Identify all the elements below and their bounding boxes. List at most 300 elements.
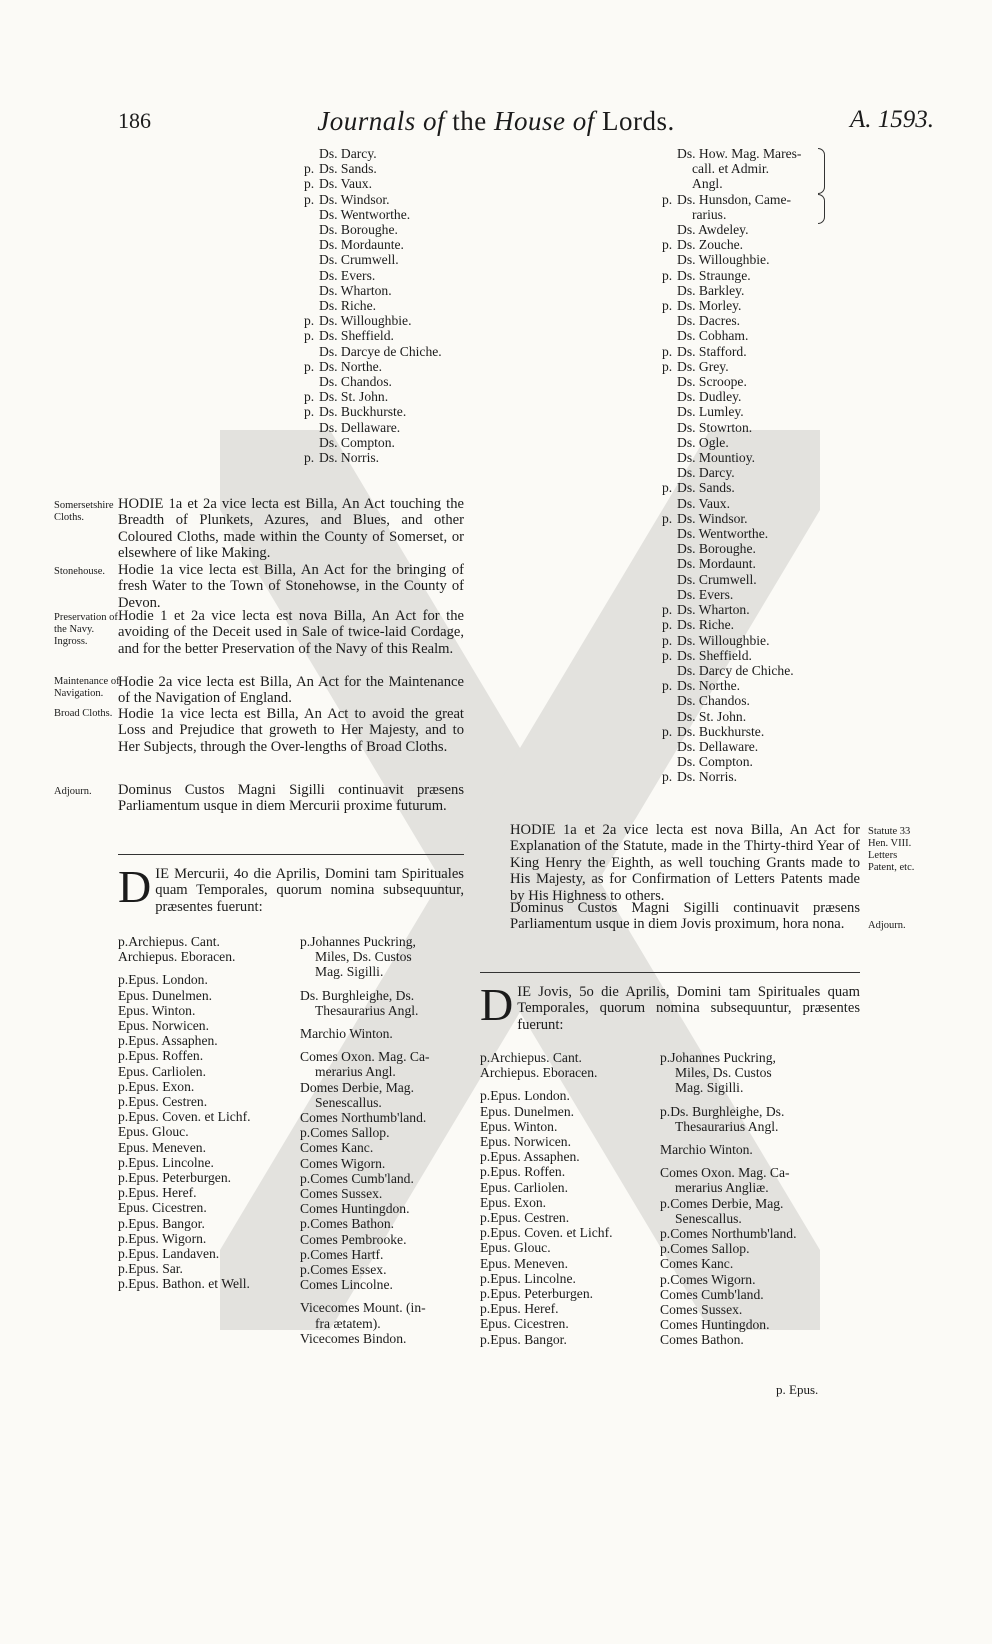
lord-entry <box>304 222 474 237</box>
lord-entry <box>300 1095 470 1110</box>
present-mark: p. <box>662 510 673 526</box>
present-mark: p. <box>660 1241 671 1257</box>
present-mark: p. <box>662 358 673 374</box>
present-mark: p. <box>480 1149 491 1165</box>
present-mark: p. <box>118 1033 129 1049</box>
present-mark: p. <box>118 1109 129 1125</box>
lord-name: Epus. Winton. <box>480 1118 558 1134</box>
lord-name: Johannes Puckring, <box>670 1050 776 1065</box>
lord-name: Epus. Lincolne. <box>128 1154 214 1170</box>
lord-name: Comes Essex. <box>310 1262 387 1278</box>
lord-name: Ds. Wharton. <box>677 602 750 618</box>
lords-list-top-right <box>662 146 862 785</box>
lord-name: Archiepus. Cant. <box>128 934 220 949</box>
lord-name: Marchio Winton. <box>300 1026 393 1042</box>
brace <box>818 194 825 224</box>
lord-entry <box>480 1316 660 1331</box>
lord-entry <box>118 1109 298 1124</box>
lord-entry <box>300 1186 470 1201</box>
lord-name: Mag. Sigilli. <box>315 964 384 980</box>
lord-entry <box>118 1200 298 1215</box>
lord-entry <box>304 146 474 161</box>
lord-entry <box>662 161 862 176</box>
lord-entry <box>662 222 862 237</box>
lord-entry <box>662 192 862 207</box>
lord-name: Epus. Coven. et Lichf. <box>490 1225 613 1241</box>
lord-name: Ds. Burghleighe, Ds. <box>300 987 415 1003</box>
lord-name: Ds. Dellaware. <box>319 419 401 435</box>
present-mark: p. <box>118 934 129 949</box>
lord-name: Ds. Mordaunte. <box>319 237 404 253</box>
present-mark: p. <box>300 1216 311 1232</box>
lord-name: Ds. Barkley. <box>677 282 745 298</box>
lord-entry <box>662 480 862 495</box>
lord-entry <box>662 313 862 328</box>
present-mark: p. <box>118 1048 129 1064</box>
lord-entry <box>118 1185 298 1200</box>
lord-name: Ds. Boroughe. <box>319 222 398 238</box>
lord-entry <box>480 1104 660 1119</box>
entry-broad-cloths: Hodie 1a vice lecta est Billa, An Act to avoid the great Loss and Prejudice that groweth to Her Majesty, and to Her Subjects, through the Over-lengths of Broad Cloths. <box>118 706 464 755</box>
lord-entry <box>300 949 470 964</box>
lord-name: Ds. Riche. <box>677 617 735 633</box>
margin-note: Statute 33 Hen. VIII. Letters Patent, etc. <box>868 826 915 873</box>
lord-entry <box>480 1256 660 1271</box>
session-thu-col1 <box>480 1050 660 1347</box>
session-wednesday-intro <box>118 861 464 915</box>
lord-name: Epus. Wigorn. <box>128 1230 207 1246</box>
present-mark: p. <box>662 298 673 314</box>
present-mark: p. <box>660 1271 671 1287</box>
lord-name: fra ætatem). <box>315 1315 381 1331</box>
lord-entry <box>660 1065 860 1080</box>
lord-entry <box>118 934 298 949</box>
margin-note: Adjourn. <box>54 786 92 797</box>
lord-name: Epus. Assaphen. <box>490 1149 580 1165</box>
session-wed-col1 <box>118 934 298 1292</box>
lord-name: Ds. Darcy. <box>677 465 735 481</box>
lord-name: Epus. Heref. <box>490 1301 559 1317</box>
lord-name: Ds. Willoughbie. <box>319 313 412 329</box>
present-mark: p. <box>304 358 315 374</box>
lord-entry <box>662 587 862 602</box>
lord-name: Comes Oxon. Mag. Ca- <box>660 1165 790 1181</box>
session-thursday-intro <box>480 979 860 1033</box>
lord-name: Ds. Stafford. <box>677 343 747 359</box>
lord-entry <box>300 1331 470 1346</box>
lord-name: Epus. Peterburgen. <box>490 1286 594 1302</box>
lord-entry <box>300 1125 470 1140</box>
lord-name: Comes Cumb'land. <box>660 1286 764 1302</box>
present-mark: p. <box>662 647 673 663</box>
lord-entry <box>662 344 862 359</box>
lord-name: Epus. Norwicen. <box>480 1134 571 1150</box>
lord-name: Epus. Dunelmen. <box>480 1103 575 1119</box>
lord-name: Ds. Stowrton. <box>677 419 753 435</box>
lord-name: Ds. Willoughbie. <box>677 632 770 648</box>
present-mark: p. <box>304 328 315 344</box>
lord-name: Ds. Mordaunt. <box>677 556 756 572</box>
session-thu-col2 <box>660 1050 860 1348</box>
present-mark: p. <box>118 1154 129 1170</box>
lord-entry <box>660 1157 860 1165</box>
lord-entry <box>480 1119 660 1134</box>
lord-name: Johannes Puckring, <box>310 934 416 949</box>
lord-entry <box>480 1065 660 1080</box>
lord-entry <box>662 769 862 784</box>
present-mark: p. <box>300 934 311 949</box>
present-mark: p. <box>660 1195 671 1211</box>
lord-name: Comes Hartf. <box>310 1246 384 1262</box>
lord-name: Epus. Coven. et Lichf. <box>128 1109 251 1125</box>
lord-name: merarius Angl. <box>315 1064 396 1080</box>
lord-entry <box>662 724 862 739</box>
lord-entry <box>118 1079 298 1094</box>
present-mark: p. <box>660 1050 671 1065</box>
entry-statute: HODIE 1a et 2a vice lecta est nova Billa, An Act for Explanation of the Statute, made in the Thirty-third Year of King Henry the Eighth, as well touching Grants made to His Majesty, as for Confirmation of Letters Patents made by His Highness to others. <box>510 822 860 904</box>
lord-entry <box>300 1026 470 1041</box>
lord-name: Senescallus. <box>315 1094 382 1110</box>
lord-name: Epus. Bangor. <box>128 1215 205 1231</box>
lord-name: Senescallus. <box>675 1210 742 1226</box>
lord-name: Ds. Straunge. <box>677 267 751 283</box>
entry-adjourn: Dominus Custos Magni Sigilli continuavit præsens Parliamentum usque in diem Mercurii proxime futurum. <box>118 782 464 815</box>
lord-name: Epus. Winton. <box>118 1002 196 1018</box>
lord-entry <box>480 1225 660 1240</box>
lord-entry <box>118 1124 298 1139</box>
lord-entry <box>118 1064 298 1079</box>
lord-name: Comes Sussex. <box>660 1302 743 1318</box>
lord-entry <box>662 374 862 389</box>
lord-name: Ds. Buckhurste. <box>319 404 407 420</box>
divider <box>480 972 860 973</box>
lord-entry <box>660 1272 860 1287</box>
lord-name: Ds. Awdeley. <box>677 222 749 238</box>
present-mark: p. <box>118 1276 129 1292</box>
lord-entry <box>662 678 862 693</box>
lord-entry <box>300 1049 470 1064</box>
lord-entry <box>480 1149 660 1164</box>
lord-name: Ds. Chandos. <box>677 693 750 709</box>
session-intro-text: IE Mercurii, 4o die Aprilis, Domini tam Spirituales quam Temporales, quorum nomina subsequuntur, præsentes fuerunt: <box>155 866 464 915</box>
lord-entry <box>300 1292 470 1300</box>
lord-name: Angl. <box>692 176 723 192</box>
lord-name: Ds. Evers. <box>319 267 376 283</box>
lord-name: Ds. Crumwell. <box>319 252 399 268</box>
present-mark: p. <box>300 1125 311 1141</box>
lord-entry <box>304 359 474 374</box>
lord-entry <box>118 1048 298 1063</box>
lord-name: Comes Huntingdon. <box>300 1201 410 1217</box>
lord-name: Ds. Sands. <box>677 480 735 496</box>
lord-name: Ds. How. Mag. Mares- <box>677 146 802 161</box>
lord-entry <box>480 1332 660 1347</box>
lord-entry <box>300 1300 470 1315</box>
present-mark: p. <box>662 632 673 648</box>
margin-note: Maintenance of Navigation. <box>54 676 120 699</box>
lord-name: Ds. Norris. <box>677 769 738 785</box>
lord-name: Comes Sallop. <box>670 1241 750 1257</box>
drop-cap: D <box>480 979 514 1030</box>
lord-name: Comes Lincolne. <box>300 1277 393 1293</box>
present-mark: p. <box>662 267 673 283</box>
lord-entry <box>660 1317 860 1332</box>
present-mark: p. <box>662 237 673 253</box>
present-mark: p. <box>662 617 673 633</box>
lord-name: Domes Derbie, Mag. <box>300 1079 415 1095</box>
lord-entry <box>300 1156 470 1171</box>
lord-entry <box>662 496 862 511</box>
lord-name: Epus. Exon. <box>128 1078 195 1094</box>
lord-name: Ds. Sands. <box>319 161 377 177</box>
lord-entry <box>300 980 470 988</box>
lord-entry <box>662 404 862 419</box>
lord-name: Ds. Windsor. <box>677 510 748 526</box>
lord-entry <box>660 1080 860 1095</box>
lord-name: Comes Sussex. <box>300 1186 383 1202</box>
lord-entry <box>118 1216 298 1231</box>
lord-name: Archiepus. Eboracen. <box>118 949 236 965</box>
lord-name: Epus. Dunelmen. <box>118 987 213 1003</box>
margin-note: Broad Cloths. <box>54 708 113 719</box>
lord-name: Ds. Mountioy. <box>677 450 756 466</box>
lords-list-top-left <box>304 146 474 465</box>
present-mark: p. <box>118 1094 129 1110</box>
present-mark: p. <box>300 1262 311 1278</box>
present-mark: p. <box>304 176 315 192</box>
present-mark: p. <box>300 1170 311 1186</box>
present-mark: p. <box>304 450 315 466</box>
lord-name: Epus. Cestren. <box>490 1210 570 1226</box>
lord-entry <box>660 1256 860 1271</box>
lord-entry <box>480 1134 660 1149</box>
lord-entry <box>480 1286 660 1301</box>
brace <box>818 148 825 194</box>
drop-cap: D <box>118 861 152 912</box>
present-mark: p. <box>660 1226 671 1242</box>
lord-entry <box>304 435 474 450</box>
lord-entry <box>660 1134 860 1142</box>
lord-entry <box>300 1277 470 1292</box>
title-word: of <box>572 106 595 136</box>
lord-name: Comes Bathon. <box>660 1332 744 1348</box>
lord-entry <box>118 949 298 964</box>
present-mark: p. <box>662 723 673 739</box>
lord-entry <box>662 298 862 313</box>
lord-entry <box>304 313 474 328</box>
present-mark: p. <box>480 1088 491 1104</box>
lord-entry <box>662 450 862 465</box>
lord-entry <box>660 1104 860 1119</box>
present-mark: p. <box>480 1225 491 1241</box>
lord-entry <box>300 934 470 949</box>
lord-entry <box>662 252 862 267</box>
lord-entry <box>662 739 862 754</box>
present-mark: p. <box>304 404 315 420</box>
lord-entry <box>300 1201 470 1216</box>
lord-name: Ds. Vaux. <box>677 495 730 511</box>
lord-entry <box>300 1140 470 1155</box>
lord-entry <box>304 176 474 191</box>
lord-entry <box>662 556 862 571</box>
present-mark: p. <box>662 480 673 496</box>
lord-name: Ds. Wentworthe. <box>319 206 411 222</box>
lord-entry <box>662 237 862 252</box>
lord-entry <box>660 1165 860 1180</box>
lord-name: Ds. Compton. <box>677 754 753 770</box>
lord-name: Archiepus. Eboracen. <box>480 1065 598 1081</box>
lord-entry <box>118 964 298 972</box>
present-mark: p. <box>300 1246 311 1262</box>
lord-name: Miles, Ds. Custos <box>675 1065 772 1081</box>
lord-entry <box>300 1316 470 1331</box>
lord-entry <box>662 526 862 541</box>
present-mark: p. <box>480 1301 491 1317</box>
lord-entry <box>662 268 862 283</box>
lord-entry <box>662 328 862 343</box>
margin-note: Somersetshire Cloths. <box>54 500 114 523</box>
lord-name: Epus. Cestren. <box>128 1094 208 1110</box>
lord-name: Epus. Heref. <box>128 1185 197 1201</box>
lord-name: Ds. Scroope. <box>677 374 747 390</box>
lord-name: Ds. Darcye de Chiche. <box>319 343 442 359</box>
lord-entry <box>662 176 862 191</box>
lord-name: Ds. Lumley. <box>677 404 744 420</box>
lord-entry <box>660 1180 860 1195</box>
title-word: the <box>452 106 487 136</box>
lord-entry <box>660 1226 860 1241</box>
entry-navigation: Hodie 2a vice lecta est Billa, An Act for the Maintenance of the Navigation of England. <box>118 674 464 707</box>
lord-name: Ds. Sheffield. <box>677 647 752 663</box>
lord-entry <box>304 328 474 343</box>
lord-entry <box>300 1064 470 1079</box>
lord-name: Comes Northumb'land. <box>670 1226 797 1242</box>
margin-note: Stonehouse. <box>54 566 106 577</box>
lord-entry <box>118 1276 298 1291</box>
lord-entry <box>662 648 862 663</box>
lord-entry <box>660 1241 860 1256</box>
lord-name: Ds. Darcy de Chiche. <box>677 662 794 678</box>
lord-entry <box>304 374 474 389</box>
lord-entry <box>662 572 862 587</box>
lord-entry <box>300 1080 470 1095</box>
lord-entry <box>480 1210 660 1225</box>
lord-name: Comes Sallop. <box>310 1125 390 1141</box>
lord-entry <box>480 1088 660 1103</box>
present-mark: p. <box>480 1164 491 1180</box>
title-word: of <box>422 106 445 136</box>
lord-name: Comes Kanc. <box>660 1256 734 1272</box>
lord-name: Epus. Meneven. <box>118 1139 206 1155</box>
lord-entry <box>304 268 474 283</box>
present-mark: p. <box>118 1078 129 1094</box>
lord-entry <box>662 465 862 480</box>
lord-entry <box>662 602 862 617</box>
lord-entry <box>118 1170 298 1185</box>
lord-entry <box>118 1003 298 1018</box>
lord-name: Marchio Winton. <box>660 1142 753 1158</box>
lord-entry <box>304 344 474 359</box>
lord-entry <box>300 1262 470 1277</box>
present-mark: p. <box>480 1050 491 1065</box>
lord-entry <box>662 359 862 374</box>
lord-entry <box>118 972 298 987</box>
lord-name: Epus. Glouc. <box>480 1240 551 1256</box>
lord-name: Ds. Northe. <box>677 678 741 694</box>
lord-name: Ds. Evers. <box>677 586 734 602</box>
lord-entry <box>662 541 862 556</box>
present-mark: p. <box>118 1246 129 1262</box>
lord-name: Comes Kanc. <box>300 1140 374 1156</box>
lord-entry <box>304 283 474 298</box>
lord-name: Ds. Dacres. <box>677 313 741 329</box>
lord-name: Vicecomes Bindon. <box>300 1330 407 1346</box>
lord-entry <box>304 420 474 435</box>
lord-name: Ds. Buckhurste. <box>677 723 765 739</box>
session-wed-col2 <box>300 934 470 1346</box>
lord-name: Comes Northumb'land. <box>300 1110 427 1126</box>
lord-entry <box>300 1018 470 1026</box>
present-mark: p. <box>480 1210 491 1226</box>
lord-entry <box>304 298 474 313</box>
lord-entry <box>480 1271 660 1286</box>
running-year: A. 1593. <box>850 106 935 133</box>
lord-entry <box>480 1164 660 1179</box>
lord-name: Epus. Lincolne. <box>490 1270 576 1286</box>
lord-name: Ds. Darcy. <box>319 146 377 161</box>
present-mark: p. <box>662 343 673 359</box>
lord-entry <box>662 420 862 435</box>
lord-entry <box>304 161 474 176</box>
present-mark: p. <box>304 313 315 329</box>
lord-entry <box>662 283 862 298</box>
entry-somerset: HODIE 1a et 2a vice lecta est Billa, An Act touching the Breadth of Plunkets, Azures, and Blues, and other Coloured Cloths, made within the County of Somerset, or elsewhere of like Making. <box>118 496 464 562</box>
lord-name: Ds. Burghleighe, Ds. <box>670 1103 785 1119</box>
lord-entry <box>300 1232 470 1247</box>
lord-name: Thesaurarius Angl. <box>675 1118 779 1134</box>
lord-entry <box>480 1240 660 1255</box>
lord-name: Epus. Exon. <box>480 1194 547 1210</box>
lord-entry <box>118 1018 298 1033</box>
lord-name: Epus. Roffen. <box>128 1048 204 1064</box>
lord-entry <box>118 988 298 1003</box>
lord-name: Epus. Cicestren. <box>118 1200 207 1216</box>
title-word: Lords. <box>602 106 675 136</box>
lord-name: merarius Angliæ. <box>675 1180 769 1196</box>
lord-name: Ds. Zouche. <box>677 237 744 253</box>
entry-adjourn-right: Dominus Custos Magni Sigilli continuavit præsens Parliamentum usque in diem Jovis proximum, hora nona. <box>510 900 860 933</box>
lord-entry <box>304 207 474 222</box>
lord-name: Miles, Ds. Custos <box>315 949 412 965</box>
lord-entry <box>300 964 470 979</box>
lord-name: Comes Pembrooke. <box>300 1231 407 1247</box>
divider <box>118 854 464 855</box>
lord-name: Ds. Riche. <box>319 298 377 314</box>
lord-name: Ds. Boroughe. <box>677 541 756 557</box>
lord-name: Ds. Dellaware. <box>677 738 759 754</box>
lord-entry <box>660 1050 860 1065</box>
lord-entry <box>304 389 474 404</box>
lord-name: Comes Huntingdon. <box>660 1317 770 1333</box>
lord-name: Epus. Carliolen. <box>480 1179 568 1195</box>
lord-entry <box>660 1096 860 1104</box>
lord-name: Ds. Cobham. <box>677 328 749 344</box>
lord-entry <box>304 450 474 465</box>
lord-name: Comes Bathon. <box>310 1216 395 1232</box>
lord-name: Epus. Assaphen. <box>128 1033 218 1049</box>
lord-name: Ds. St. John. <box>319 389 389 405</box>
lord-name: Epus. Sar. <box>128 1261 183 1277</box>
